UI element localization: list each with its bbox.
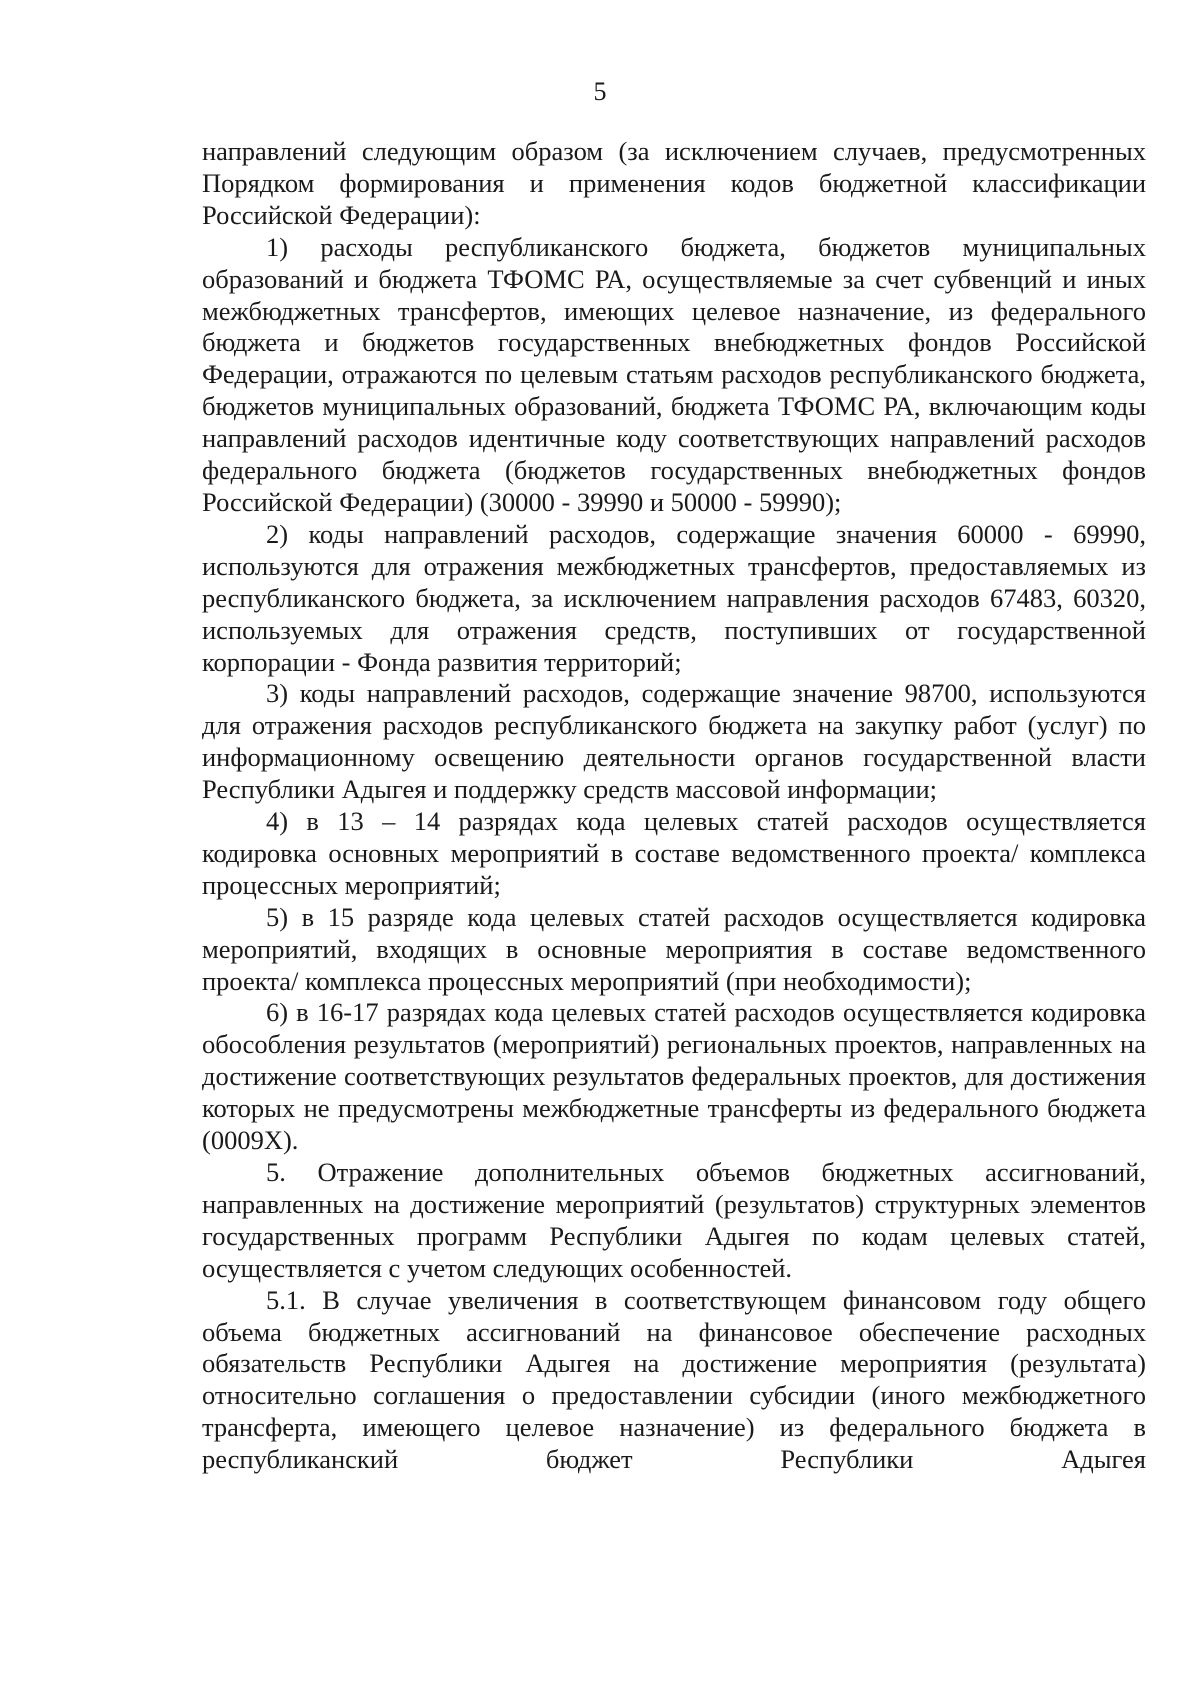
paragraph-intro-continuation: направлений следующим образом (за исключением случаев, предусмотренных Порядком формирования и применения кодов бюджетной классификации Российской Федерации): [202, 136, 1146, 230]
document-body [202, 136, 1146, 1476]
page-number: 5 [593, 77, 607, 106]
list-item-2: 2) коды направлений расходов, содержащие значения 60000 - 69990, используются для отражения межбюджетных трансфертов, предоставляемых из республиканского бюджета, за исключением направления расходов 67483, 60320, используемых для отражения средств, поступивших от государственной корпорации - Фонда развития территорий; [202, 518, 1146, 677]
list-item-3: 3) коды направлений расходов, содержащие значение 98700, используются для отражения расходов республиканского бюджета на закупку работ (услуг) по информационному освещению деятельности органов государственной власти Республики Адыгея и поддержку средств массовой информации; [202, 678, 1146, 805]
list-item-5: 5) в 15 разряде кода целевых статей расходов осуществляется кодировка мероприятий, входящих в основные мероприятия в составе ведомственного проекта/ комплекса процессных мероприятий (при необходимости); [202, 901, 1146, 996]
section-5-1-paragraph: 5.1. В случае увеличения в соответствующем финансовом году общего объема бюджетных ассигнований на финансовое обеспечение расходных обязательств Республики Адыгея на достижение мероприятия (результата) относительно соглашения о предоставлении субсидии (иного межбюджетного трансферта, имеющего целевое назначение) из федерального бюджета в республиканский бюджет Республики Адыгея [202, 1284, 1146, 1475]
list-item-4: 4) в 13 – 14 разрядах кода целевых статей расходов осуществляется кодировка основных мероприятий в составе ведомственного проекта/ комплекса процессных мероприятий; [202, 806, 1146, 900]
list-item-6: 6) в 16-17 разрядах кода целевых статей расходов осуществляется кодировка обособления результатов (мероприятий) региональных проектов, направленных на достижение соответствующих результатов федеральных проектов, для достижения которых не предусмотрены межбюджетные трансферты из федерального бюджета (0009Х). [202, 997, 1146, 1156]
list-item-1: 1) расходы республиканского бюджета, бюджетов муниципальных образований и бюджета ТФОМС РА, осуществляемые за счет субвенций и иных межбюджетных трансфертов, имеющих целевое назначение, из федерального бюджета и бюджетов государственных внебюджетных фондов Российской Федерации, отражаются по целевым статьям расходов республиканского бюджета, бюджетов муниципальных образований, бюджета ТФОМС РА, включающим коды направлений расходов идентичные коду соответствующих направлений расходов федерального бюджета (бюджетов государственных внебюджетных фондов Российской Федерации) (30000 - 39990 и 50000 - 59990); [202, 231, 1146, 517]
section-5-paragraph: 5. Отражение дополнительных объемов бюджетных ассигнований, направленных на достижение мероприятий (результатов) структурных элементов государственных программ Республики Адыгея по кодам целевых статей, осуществляется с учетом следующих особенностей. [202, 1157, 1146, 1283]
